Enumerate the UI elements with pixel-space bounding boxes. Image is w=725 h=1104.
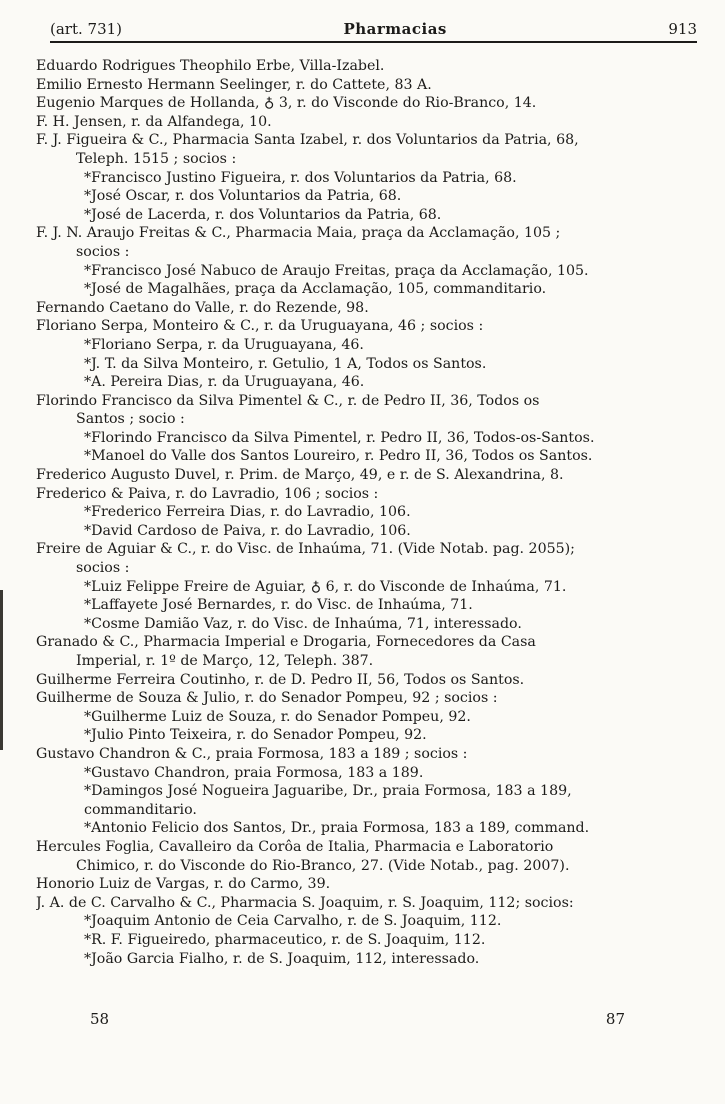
partner-line: *João Garcia Fialho, r. de S. Joaquim, 112, interessado.	[84, 950, 480, 967]
binding-edge	[0, 590, 3, 750]
partner-line: *José Oscar, r. dos Voluntarios da Patria, 68.	[84, 188, 402, 205]
article-ref: (art. 731)	[50, 20, 123, 38]
entry-line: Emilio Ernesto Hermann Seelinger, r. do Cattete, 83 A.	[36, 76, 432, 93]
page-number: 913	[668, 20, 697, 38]
partner-line: *Julio Pinto Teixeira, r. do Senador Pompeu, 92.	[84, 727, 427, 744]
partner-line: *Francisco Justino Figueira, r. dos Voluntarios da Patria, 68.	[84, 169, 517, 186]
continuation-line: socios :	[76, 243, 130, 260]
entry-line: Frederico Augusto Duvel, r. Prim. de Março, 49, e r. de S. Alexandrina, 8.	[36, 467, 564, 484]
entry-line: Florindo Francisco da Silva Pimentel & C., r. de Pedro II, 36, Todos os	[36, 392, 540, 409]
partner-line: *Joaquim Antonio de Ceia Carvalho, r. de S. Joaquim, 112.	[84, 913, 502, 930]
continuation-line: Imperial, r. 1º de Março, 12, Teleph. 387.	[76, 653, 374, 669]
signature-mark: 58	[90, 1010, 110, 1028]
entry-line: Guilherme Ferreira Coutinho, r. de D. Pedro II, 56, Todos os Santos.	[36, 671, 525, 688]
continuation-line: Chimico, r. do Visconde do Rio-Branco, 27. (Vide Notab., pag. 2007).	[76, 857, 570, 874]
entry-line: Honorio Luiz de Vargas, r. do Carmo, 39.	[36, 876, 331, 893]
entry-line: Floriano Serpa, Monteiro & C., r. da Uruguayana, 46 ; socios :	[36, 318, 484, 335]
entry-line: Hercules Foglia, Cavalleiro da Corôa de Italia, Pharmacia e Laboratorio	[36, 838, 554, 855]
entry-line: Frederico & Paiva, r. do Lavradio, 106 ; socios :	[36, 485, 379, 502]
continuation-line: Santos ; socio :	[76, 411, 185, 428]
partner-line: *J. T. da Silva Monteiro, r. Getulio, 1 A, Todos os Santos.	[84, 355, 487, 372]
partner-line: *José de Magalhães, praça da Acclamação, 105, commanditario.	[84, 281, 547, 298]
entry-line: Granado & C., Pharmacia Imperial e Drogaria, Fornecedores da Casa	[36, 634, 536, 651]
partner-line: *Gustavo Chandron, praia Formosa, 183 a 189.	[84, 764, 424, 781]
entry-line: J. A. de C. Carvalho & C., Pharmacia S. Joaquim, r. S. Joaquim, 112; socios:	[36, 894, 574, 911]
partner-line: *Manoel do Valle dos Santos Loureiro, r. Pedro II, 36, Todos os Santos.	[84, 448, 593, 465]
entry-line: Guilherme de Souza & Julio, r. do Senador Pompeu, 92 ; socios :	[36, 690, 498, 707]
partner-line: *José de Lacerda, r. dos Voluntarios da Patria, 68.	[84, 206, 442, 223]
continuation-line: socios :	[76, 560, 130, 577]
entry-line: Eugenio Marques de Hollanda, ♁ 3, r. do Visconde do Rio-Branco, 14.	[36, 95, 537, 112]
partner-line: *Frederico Ferreira Dias, r. do Lavradio, 106.	[84, 504, 411, 521]
entry-line: F. J. N. Araujo Freitas & C., Pharmacia Maia, praça da Acclamação, 105 ;	[36, 225, 561, 242]
entry-line: Freire de Aguiar & C., r. do Visc. de Inhaúma, 71. (Vide Notab. pag. 2055);	[36, 541, 575, 558]
partner-line: *R. F. Figueiredo, pharmaceutico, r. de S. Joaquim, 112.	[84, 931, 486, 948]
partner-line: commanditario.	[84, 801, 197, 818]
entry-line: Fernando Caetano do Valle, r. do Rezende, 98.	[36, 299, 369, 316]
partner-line: *Luiz Felippe Freire de Aguiar, ♁ 6, r. do Visconde de Inhaúma, 71.	[84, 578, 567, 595]
footer-code: 87	[605, 1010, 625, 1028]
partner-line: *Floriano Serpa, r. da Uruguayana, 46.	[84, 336, 364, 353]
partner-line: *David Cardoso de Paiva, r. do Lavradio, 106.	[84, 522, 411, 539]
continuation-line: Teleph. 1515 ; socios :	[76, 150, 237, 167]
entry-line: Gustavo Chandron & C., praia Formosa, 183 a 189 ; socios :	[36, 745, 468, 762]
entry-line: F. J. Figueira & C., Pharmacia Santa Izabel, r. dos Voluntarios da Patria, 68,	[36, 132, 579, 149]
entry-line: F. H. Jensen, r. da Alfandega, 10.	[36, 113, 272, 130]
partner-line: *Guilherme Luiz de Souza, r. do Senador Pompeu, 92.	[84, 708, 471, 725]
partner-line: *Cosme Damião Vaz, r. do Visc. de Inhaúma, 71, interessado.	[84, 615, 522, 632]
entry-list	[36, 57, 695, 968]
page-title: Pharmacias	[343, 20, 447, 38]
page-header	[50, 14, 697, 43]
entry-line: Eduardo Rodrigues Theophilo Erbe, Villa-Izabel.	[36, 58, 385, 74]
partner-line: *Laffayete José Bernardes, r. do Visc. de Inhaúma, 71.	[84, 597, 473, 614]
partner-line: *Antonio Felicio dos Santos, Dr., praia Formosa, 183 a 189, command.	[84, 820, 590, 837]
partner-line: *Francisco José Nabuco de Araujo Freitas, praça da Acclamação, 105.	[84, 262, 589, 279]
partner-line: *Damingos José Nogueira Jaguaribe, Dr., praia Formosa, 183 a 189,	[84, 783, 572, 800]
partner-line: *A. Pereira Dias, r. da Uruguayana, 46.	[84, 374, 365, 391]
partner-line: *Florindo Francisco da Silva Pimentel, r. Pedro II, 36, Todos-os-Santos.	[84, 429, 595, 446]
page-footer	[90, 1010, 625, 1028]
